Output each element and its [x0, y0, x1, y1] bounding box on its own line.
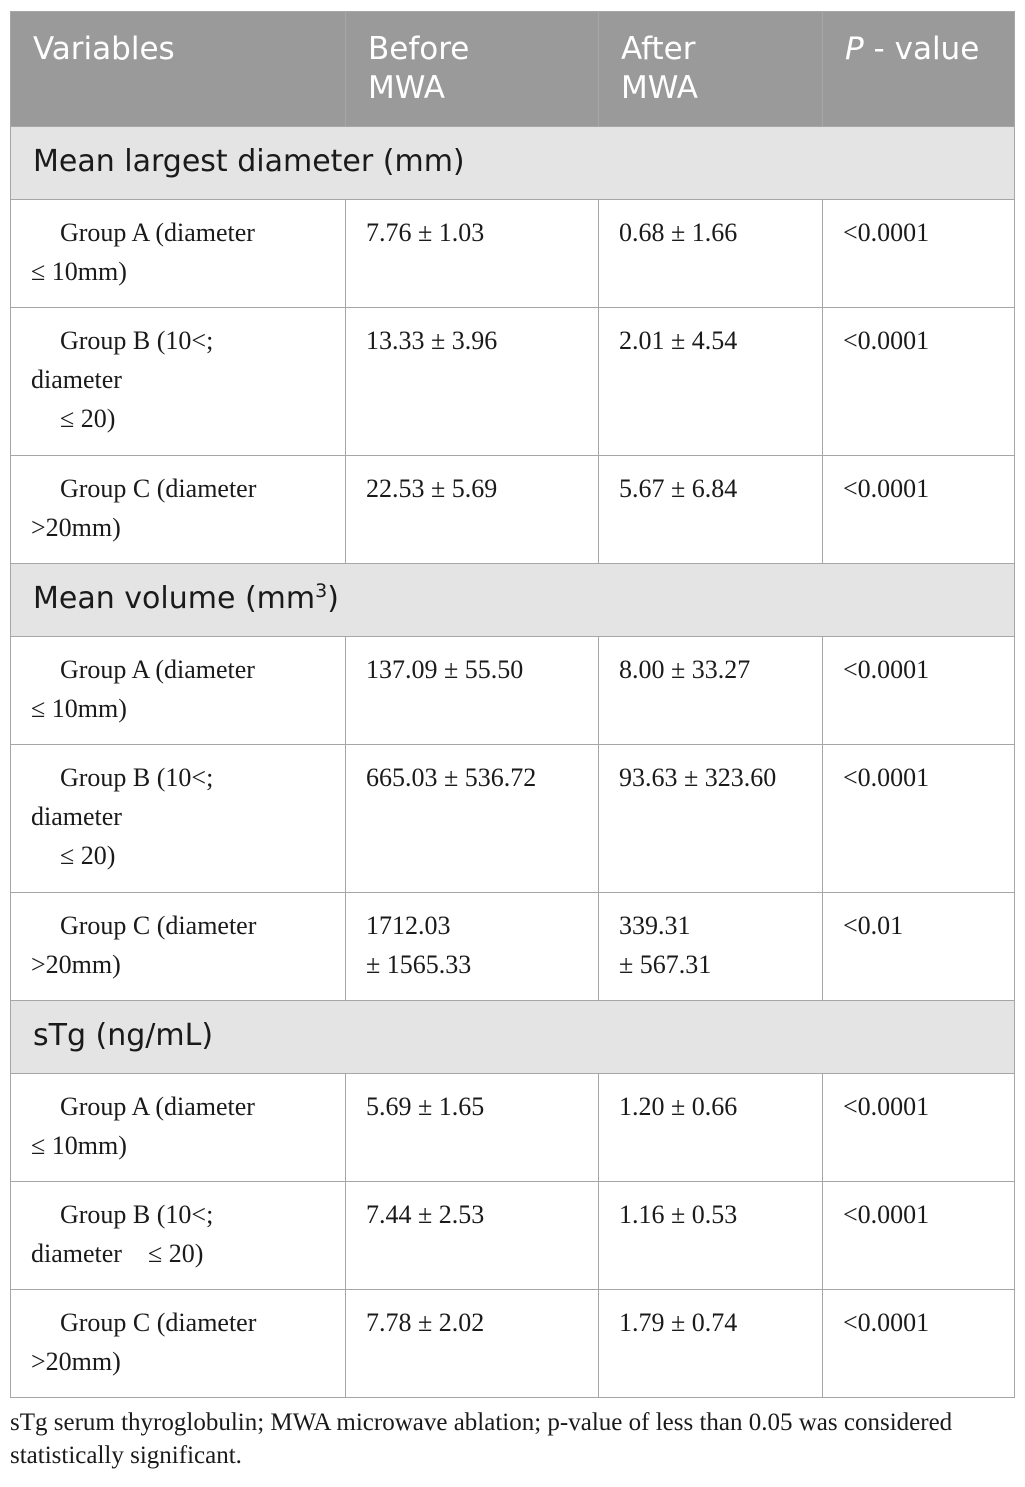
after-cell: 1.20 ± 0.66	[599, 1074, 823, 1182]
header-row	[11, 12, 1015, 127]
table-row	[11, 200, 1015, 308]
p-cell: <0.0001	[823, 1182, 1015, 1290]
variable-cell: Group B (10<; diameter ≤ 20)	[11, 1182, 346, 1290]
section-title: sTg (ng/mL)	[11, 1001, 1015, 1074]
variable-cell: Group B (10<; diameter ≤ 20)	[11, 308, 346, 456]
after-cell: 93.63 ± 323.60	[599, 745, 823, 893]
section-title: Mean volume $(mm^3)$	[11, 564, 1015, 637]
before-cell: 1712.03 ± 1565.33	[346, 893, 599, 1001]
p-cell: <0.0001	[823, 1074, 1015, 1182]
variable-cell: Group B (10<; diameter ≤ 20)	[11, 745, 346, 893]
variable-cell: Group C (diameter >20mm)	[11, 1290, 346, 1398]
variable-cell: Group C (diameter >20mm)	[11, 456, 346, 564]
header-p-value: P - value	[823, 12, 1015, 127]
results-table-container	[10, 11, 1014, 1398]
table-row	[11, 637, 1015, 745]
table-row	[11, 1182, 1015, 1290]
table-row	[11, 308, 1015, 456]
p-cell: <0.0001	[823, 200, 1015, 308]
table-row	[11, 456, 1015, 564]
after-cell: 5.67 ± 6.84	[599, 456, 823, 564]
variable-cell: Group A (diameter ≤ 10mm)	[11, 637, 346, 745]
table-row	[11, 745, 1015, 893]
section-title: Mean largest diameter (mm)	[11, 127, 1015, 200]
after-cell: 1.79 ± 0.74	[599, 1290, 823, 1398]
p-cell: <0.0001	[823, 456, 1015, 564]
before-cell: 7.76 ± 1.03	[346, 200, 599, 308]
variable-cell: Group A (diameter ≤ 10mm)	[11, 200, 346, 308]
before-cell: 5.69 ± 1.65	[346, 1074, 599, 1182]
table-footnote: sTg serum thyroglobulin; MWA microwave ablation; p-value of less than 0.05 was considered statistically significant.	[10, 1409, 953, 1469]
before-cell: 13.33 ± 3.96	[346, 308, 599, 456]
table-row	[11, 1290, 1015, 1398]
before-cell: 7.44 ± 2.53	[346, 1182, 599, 1290]
after-cell: 8.00 ± 33.27	[599, 637, 823, 745]
p-cell: <0.01	[823, 893, 1015, 1001]
p-cell: <0.0001	[823, 637, 1015, 745]
section-row-stg	[11, 1001, 1015, 1074]
header-after-mwa: After MWA	[599, 12, 823, 127]
before-cell: 665.03 ± 536.72	[346, 745, 599, 893]
before-cell: 7.78 ± 2.02	[346, 1290, 599, 1398]
after-cell: 0.68 ± 1.66	[599, 200, 823, 308]
after-cell: 2.01 ± 4.54	[599, 308, 823, 456]
p-cell: <0.0001	[823, 745, 1015, 893]
table-row	[11, 1074, 1015, 1182]
before-cell: 137.09 ± 55.50	[346, 637, 599, 745]
header-variables: Variables	[11, 12, 346, 127]
results-table	[10, 11, 1015, 1398]
after-cell: 339.31 ± 567.31	[599, 893, 823, 1001]
header-before-mwa: Before MWA	[346, 12, 599, 127]
after-cell: 1.16 ± 0.53	[599, 1182, 823, 1290]
variable-cell: Group C (diameter >20mm)	[11, 893, 346, 1001]
p-cell: <0.0001	[823, 1290, 1015, 1398]
p-cell: <0.0001	[823, 308, 1015, 456]
section-row-volume	[11, 564, 1015, 637]
before-cell: 22.53 ± 5.69	[346, 456, 599, 564]
variable-cell: Group A (diameter ≤ 10mm)	[11, 1074, 346, 1182]
table-row	[11, 893, 1015, 1001]
section-row-diameter	[11, 127, 1015, 200]
